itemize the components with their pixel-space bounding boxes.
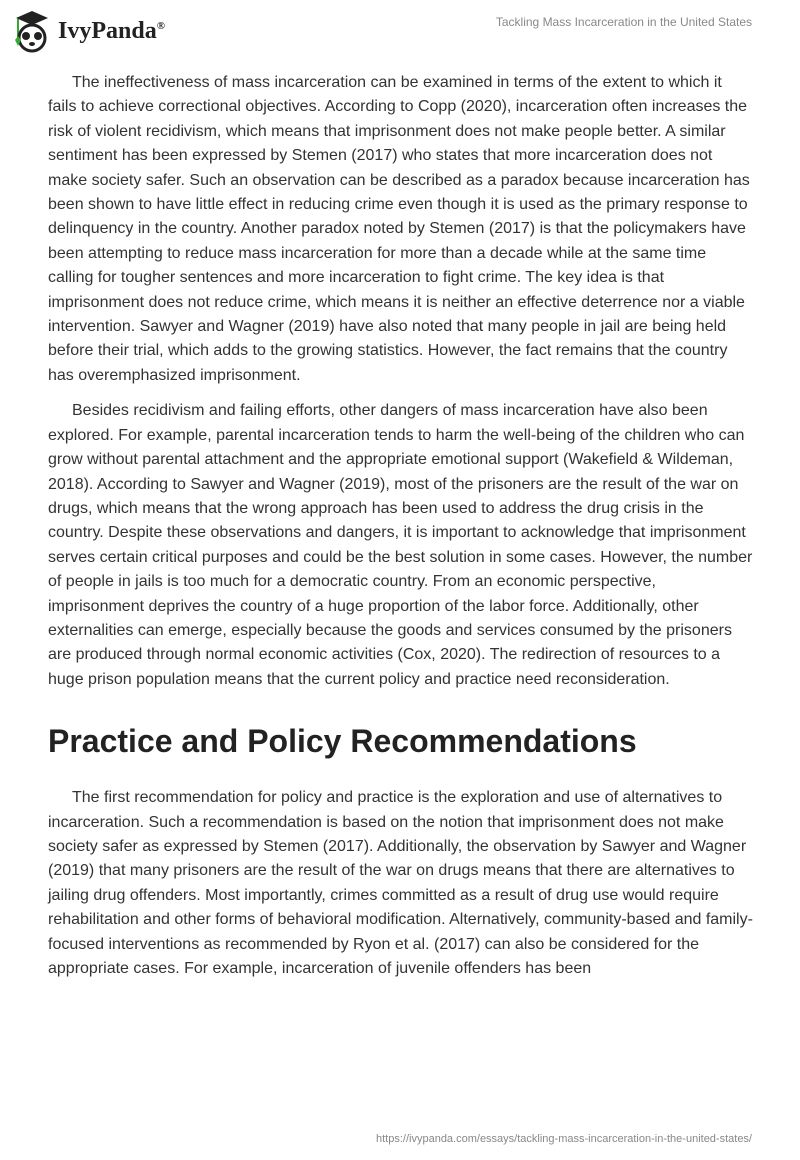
source-url: https://ivypanda.com/essays/tackling-mass-incarceration-in-the-united-states/ [376,1133,752,1145]
page-header [0,0,800,60]
essay-content [48,71,754,992]
logo-text: IvyPanda® [58,17,165,44]
paragraph: The first recommendation for policy and practice is the exploration and use of alternatives to incarceration. Such a recommendation is based on the notion that imprisonment does not make society safer as expressed by Stemen (2017). Additionally, the observation by Sawyer and Wagner (2019) that many prisoners are the result of the war on drugs means that there are alternatives to jailing drug offenders. Most importantly, crimes committed as a result of drug use would require rehabilitation and other forms of behavioral modification. Alternatively, community-based and family-focused interventions as recommended by Ryon et al. (2017) can also be considered for the appropriate cases. For example, incarceration of juvenile offenders has been [48,789,753,977]
paragraph: Besides recidivism and failing efforts, other dangers of mass incarceration have also been explored. For example, parental incarceration tends to harm the well-being of the children who can grow without parental attachment and the appropriate emotional support (Wakefield & Wildeman, 2018). According to Sawyer and Wagner (2019), most of the prisoners are the result of the war on drugs, which means that the wrong approach has been used to address the drug crisis in the country. Despite these observations and dangers, it is important to acknowledge that imprisonment serves certain critical purposes and could be the best solution in some cases. However, the number of people in jails is too much for a democratic country. From an economic perspective, imprisonment deprives the country of a huge proportion of the labor force. Additionally, other externalities can emerge, especially because the goods and services consumed by the prisoners are produced through normal economic activities (Cox, 2020). The redirection of resources to a huge prison population means that the current policy and practice need reconsideration. [48,402,753,688]
section-heading: Practice and Policy Recommendations [48,723,637,760]
panda-graduate-icon [12,8,52,54]
document-title: Tackling Mass Incarceration in the United States [495,15,752,29]
ivypanda-logo[interactable] [12,8,165,54]
paragraph: The ineffectiveness of mass incarceration can be examined in terms of the extent to which it fails to achieve correctional objectives. According to Copp (2020), incarceration often increases the risk of violent recidivism, which means that imprisonment does not make people better. A similar sentiment has been expressed by Stemen (2017) who states that more incarceration does not make society safer. Such an observation can be described as a paradox because incarceration has been shown to have little effect in reducing crime even though it is used as the primary response to delinquency in the country. Another paradox noted by Stemen (2017) is that the policymakers have been attempting to reduce mass incarceration for more than a decade while at the same time calling for tougher sentences and more incarceration to fight crime. The key idea is that imprisonment does not reduce crime, which means it is neither an effective deterrence nor a viable intervention. Sawyer and Wagner (2019) have also noted that many people in jail are being held before their trial, which adds to the growing statistics. However, the fact remains that the country has overemphasized imprisonment. [48,74,750,384]
